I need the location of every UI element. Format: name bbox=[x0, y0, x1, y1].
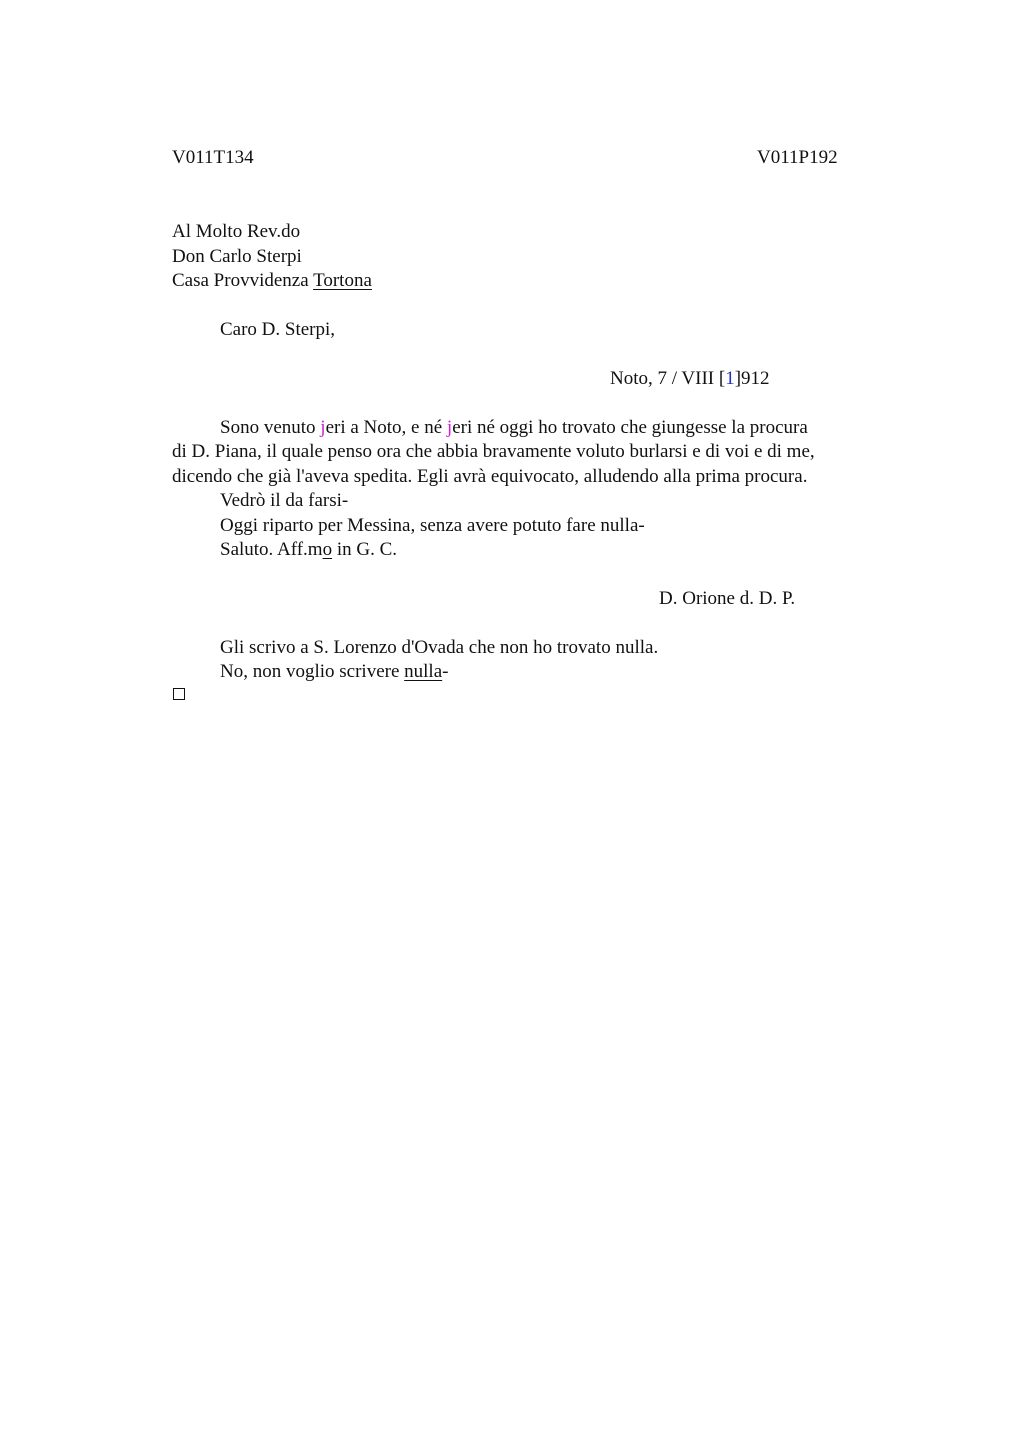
body-text: in G. C. bbox=[332, 539, 398, 560]
highlight-letter: j bbox=[320, 417, 326, 438]
body-paragraph-2: Vedrò il da farsi- bbox=[220, 490, 349, 511]
underlined-word: nulla bbox=[404, 661, 443, 682]
dateline-restored-digit: 1 bbox=[725, 368, 735, 389]
body-text: - bbox=[442, 661, 449, 682]
header-right-code: V011P192 bbox=[757, 147, 838, 168]
signature: D. Orione d. D. P. bbox=[659, 588, 796, 609]
body-paragraph-1-line-1 bbox=[220, 416, 808, 440]
address-line-1: Al Molto Rev.do bbox=[172, 221, 301, 242]
postscript-line-1: Gli scrivo a S. Lorenzo d'Ovada che non ho trovato nulla. bbox=[220, 637, 659, 658]
body-paragraph-1-line-3: dicendo che già l'aveva spedita. Egli avrà equivocato, alludendo alla prima procura. bbox=[172, 466, 808, 487]
end-mark-square-icon bbox=[173, 688, 185, 700]
address-line-3-prefix: Casa Provvidenza bbox=[172, 270, 314, 291]
dateline-suffix: ]912 bbox=[734, 368, 770, 389]
body-paragraph-3: Oggi riparto per Messina, senza avere potuto fare nulla- bbox=[220, 515, 645, 536]
header-left-code: V011T134 bbox=[172, 147, 254, 168]
address-city: Tortona bbox=[313, 270, 372, 291]
body-paragraph-1-line-2: di D. Piana, il quale penso ora che abbia bravamente voluto burlarsi e di voi e di me, bbox=[172, 441, 815, 462]
salutation: Caro D. Sterpi, bbox=[220, 319, 336, 340]
body-text: eri né oggi ho trovato che giungesse la procura bbox=[452, 417, 808, 438]
dateline bbox=[610, 367, 770, 391]
postscript-line-2 bbox=[220, 660, 448, 684]
body-text: eri a Noto, e né bbox=[325, 417, 447, 438]
body-text: No, non voglio scrivere bbox=[220, 661, 405, 682]
body-paragraph-4 bbox=[220, 538, 397, 562]
dateline-prefix: Noto, 7 / VIII [ bbox=[610, 368, 726, 389]
body-text: Sono venuto bbox=[220, 417, 321, 438]
highlight-letter: j bbox=[446, 417, 453, 438]
body-text: Saluto. Aff.m bbox=[220, 539, 323, 560]
address-line-2: Don Carlo Sterpi bbox=[172, 246, 302, 267]
underlined-letter: o bbox=[322, 539, 333, 560]
address-line-3 bbox=[172, 269, 372, 293]
